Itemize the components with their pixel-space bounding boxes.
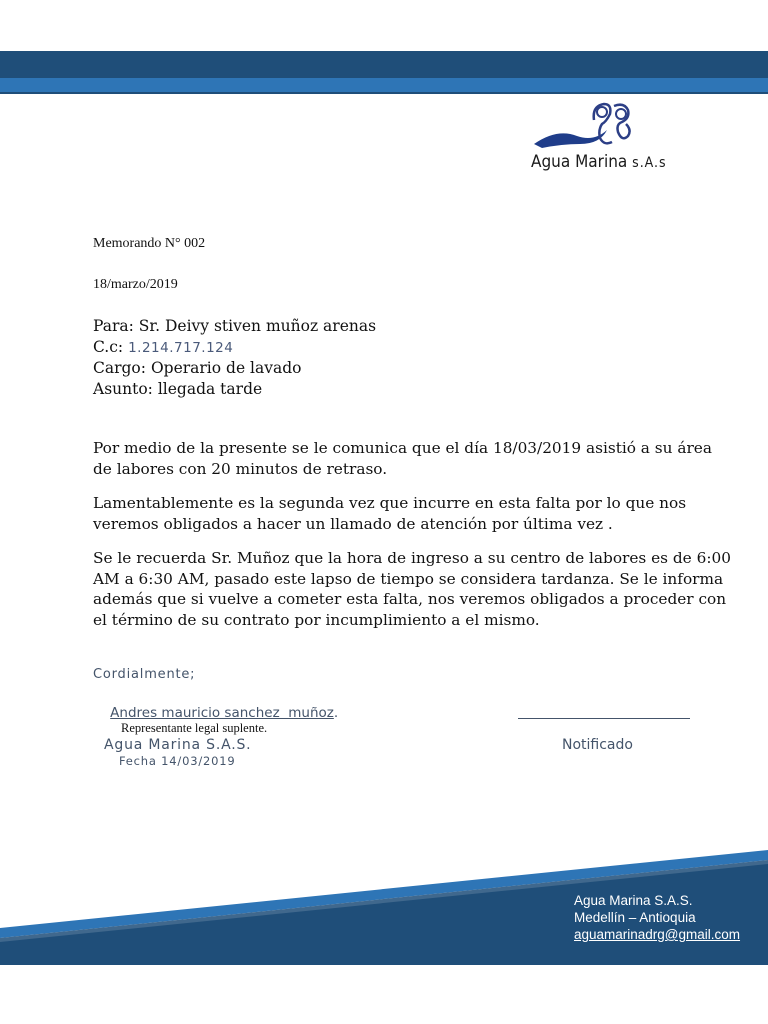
recipient-block	[93, 316, 376, 399]
body-paragraph-2	[93, 493, 768, 534]
signature-date: Fecha 14/03/2019	[119, 754, 236, 768]
paragraph-line: Lamentablemente es la segunda vez que incurre en esta falta por lo que nos	[93, 494, 687, 512]
paragraph-line: el término de su contrato por incumplimiento a el mismo.	[93, 610, 540, 629]
signer-name-line: Andres mauricio sanchez muñoz.	[110, 705, 339, 721]
cc-label: C.c:	[93, 337, 124, 356]
asunto-value: llegada tarde	[157, 379, 263, 398]
body-paragraph-3	[93, 548, 768, 630]
cargo-label: Cargo:	[93, 359, 146, 377]
recipient-cc-row	[93, 337, 376, 359]
signer-name: Andres mauricio sanchez muñoz	[110, 705, 334, 721]
paragraph-line: Se le recuerda Sr. Muñoz que la hora de ingreso a su centro de labores es de 6:00	[93, 549, 731, 567]
footer-city: Medellín – Antioquia	[574, 910, 696, 925]
body-paragraph-1	[93, 438, 768, 479]
recipient-cargo-row	[93, 358, 376, 379]
paragraph-line: Por medio de la presente se le comunica que el día 18/03/2019 asistió a su área	[93, 439, 712, 457]
paragraph-line: de labores con 20 minutos de retraso.	[93, 459, 388, 478]
recipient-asunto-row	[93, 379, 376, 400]
signer-role: Representante legal suplente.	[121, 721, 268, 735]
footer-email-link[interactable]: aguamarinadrg@gmail.com	[574, 927, 741, 942]
paragraph-line: AM a 6:30 AM, pasado este lapso de tiempo se considera tardanza. Se le informa	[93, 569, 724, 588]
cc-value: 1.214.717.124	[128, 339, 234, 356]
para-label: Para:	[93, 317, 134, 335]
recipient-para-row	[93, 316, 376, 337]
header-divider	[0, 92, 768, 94]
salutation: Cordialmente;	[93, 667, 196, 682]
asunto-label: Asunto:	[93, 379, 153, 398]
logo-suffix: s.A.s	[632, 155, 667, 171]
paragraph-line: además que si vuelve a cometer esta falta, nos veremos obligados a proceder con	[93, 590, 727, 608]
footer-company: Agua Marina S.A.S.	[574, 893, 693, 908]
logo-name: Agua Marina	[531, 152, 628, 172]
notified-label: Notificado	[562, 737, 633, 753]
paragraph-line: veremos obligados a hacer un llamado de atención por última vez .	[93, 514, 613, 533]
signer-company: Agua Marina S.A.S.	[104, 737, 252, 753]
logo-text	[531, 152, 667, 172]
para-value: Sr. Deivy stiven muñoz arenas	[138, 317, 377, 335]
cargo-value: Operario de lavado	[150, 359, 302, 377]
memo-number: Memorando N° 002	[93, 236, 206, 251]
notified-signature-line	[518, 718, 690, 719]
header-band-dark	[0, 51, 768, 78]
header-band-light	[0, 78, 768, 92]
footer-contact	[574, 892, 740, 943]
memo-date: 18/marzo/2019	[93, 277, 178, 292]
